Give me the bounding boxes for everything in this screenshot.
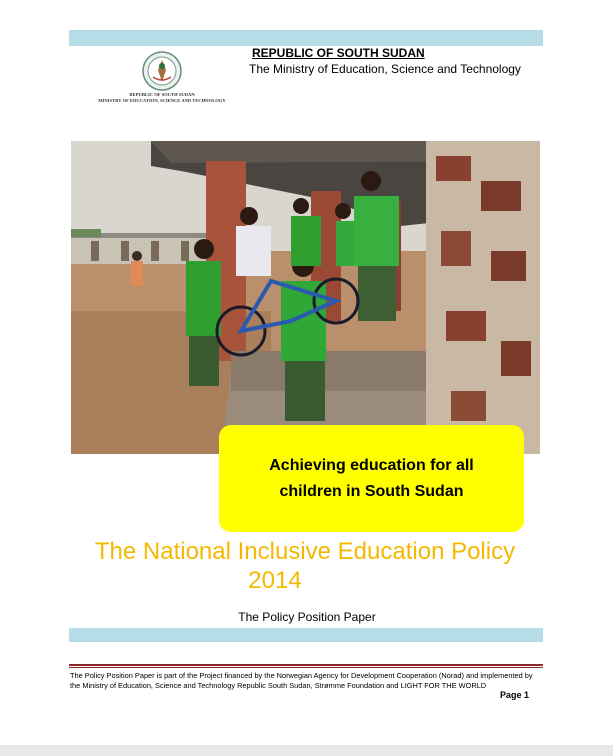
title-line-1: The National Inclusive Education Policy — [94, 538, 516, 565]
headline-banner-text: Achieving education for all children in South Sudan — [269, 456, 474, 500]
footer-rule-thin — [69, 667, 543, 668]
footer-rule-thick — [69, 664, 543, 666]
header-color-bar — [69, 30, 543, 46]
document-subtitle: The Policy Position Paper — [238, 610, 376, 624]
cover-photo — [71, 141, 540, 454]
ministry-seal-block — [82, 50, 242, 104]
headline-banner — [219, 425, 524, 532]
title-line-2: 2014 — [248, 567, 302, 594]
ministry-heading: The Ministry of Education, Science and Technology — [249, 62, 521, 76]
country-heading: REPUBLIC OF SOUTH SUDAN — [252, 46, 425, 60]
ministry-seal-icon — [141, 50, 183, 92]
document-title — [70, 537, 540, 595]
footer-note: The Policy Position Paper is part of the Project financed by the Norwegian Agency for Development Cooperation (Norad) and implemented by the Ministry of Education, Science and Technology Republic South Sudan, Strømme Foundation and LIGHT FOR THE WORLD — [70, 671, 533, 690]
footer-color-bar — [69, 628, 543, 642]
seal-caption-1: REPUBLIC OF SOUTH SUDAN — [129, 92, 195, 97]
seal-caption-2: MINISTRY OF EDUCATION, SCIENCE AND TECHNOLOGY — [98, 98, 226, 103]
page-number: Page 1 — [500, 690, 530, 700]
page-edge — [0, 745, 613, 756]
